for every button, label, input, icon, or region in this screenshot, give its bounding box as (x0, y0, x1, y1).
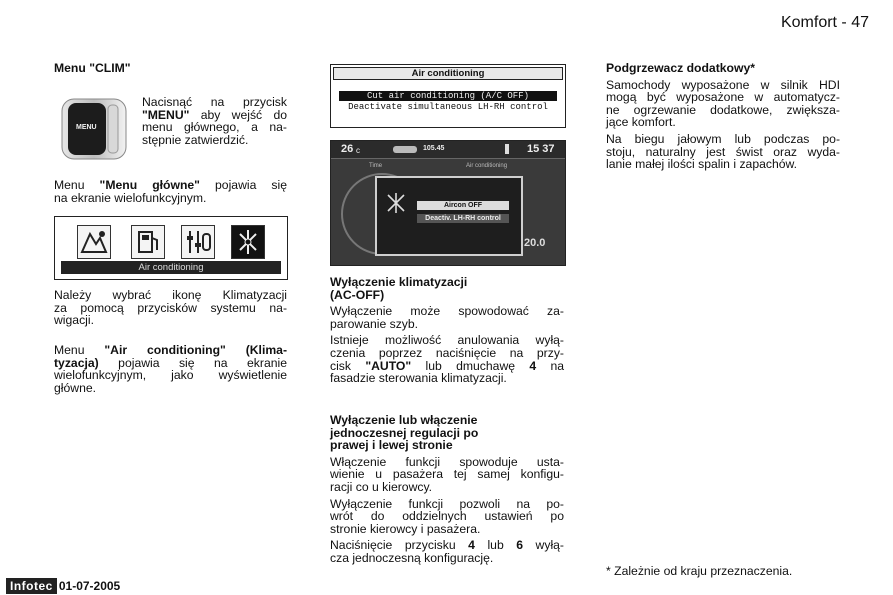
radio-badge-icon (393, 146, 417, 153)
footnote: * Zależnie od kraju przeznaczenia. (606, 564, 793, 578)
text-line: Włączenie funkcji spowoduje usta- (330, 454, 564, 469)
section-heading: (AC-OFF) (330, 287, 385, 302)
section-heading: prawej i lewej stronie (330, 438, 453, 453)
text-line: aby wejść do (189, 107, 287, 122)
settings-icon (181, 225, 215, 259)
fuel-icon (131, 225, 165, 259)
section-heading: Wyłączenie klimatyzacji (330, 275, 468, 289)
text-line: jące komfort. (606, 115, 676, 130)
text-line: stronie kierowcy i pasażera. (330, 521, 481, 536)
text-line: lanie małej ilości spalin i zapachów. (606, 157, 798, 172)
section-heading: Podgrzewacz dodatkowy* (606, 61, 755, 75)
page-header-title: Komfort - 47 (780, 14, 869, 31)
radio-frequency: 105.45 (423, 145, 445, 152)
bold-term: "Air conditioning" (Klima- (104, 343, 287, 357)
tab-time: Time (369, 163, 383, 169)
phone-icon (505, 144, 509, 154)
air-conditioning-icon (231, 225, 265, 259)
section-heading: jednoczesnej regulacji po (330, 425, 479, 440)
text: cisk (330, 358, 366, 373)
col1-paragraph-2 (54, 179, 287, 204)
multifunction-screen (330, 140, 566, 266)
bold-number: 6 (516, 538, 524, 553)
text: pojawia się (199, 178, 287, 192)
ac-menu-item-cut-ac[interactable]: Cut air conditioning (A/C OFF) (339, 91, 557, 101)
col1-paragraph-4 (54, 344, 287, 394)
text: Naciśnięcie przycisku (330, 538, 469, 553)
main-menu-bar (54, 216, 288, 280)
bold-number: 4 (468, 538, 475, 553)
text-line: ne ogrzewanie dodatkowe, zwiększa- (606, 102, 840, 117)
menu-bar-label: Air conditioning (61, 261, 281, 274)
ac-menu-item-deactivate-lhrh[interactable]: Deactivate simultaneous LH-RH control (348, 102, 548, 112)
section-heading: Wyłączenie lub włączenie (330, 413, 478, 427)
text: wyłą- (523, 538, 564, 553)
bold-term: tyzacja) (54, 355, 99, 370)
text-line: stoju, naturalny jest świst oraz wyda- (606, 144, 840, 159)
text-line: wielofunkcyjnym, jako wyświetlenie (54, 368, 287, 383)
text-line: Wyłączenie funkcji pozwoli na po- (330, 496, 564, 511)
ac-menu-box (330, 64, 566, 128)
ac-menu-title: Air conditioning (333, 67, 563, 80)
col1-paragraph-1 (142, 96, 287, 146)
footer-date: 01-07-2005 (58, 579, 121, 593)
col2-section-ac-off (330, 276, 564, 385)
col1-paragraph-3 (54, 289, 287, 327)
text-line: Istnieje możliwość anulowania wyłą- (330, 333, 564, 348)
bold-number: 4 (529, 358, 537, 373)
text-line: Należy wybrać ikonę Klimatyzacji (54, 288, 287, 302)
text-line: cza jednoczesną konfigurację. (330, 550, 494, 565)
text-line: czenia poprzez naciśnięcie na przy- (330, 345, 564, 360)
text-line: fasadzie sterowania klimatyzacji. (330, 371, 507, 386)
text: pojawia się na ekranie (98, 355, 287, 370)
text: na (536, 358, 564, 373)
footer (6, 577, 120, 595)
clock: 15 37 (527, 143, 555, 155)
text-line: Na biegu jałowym lub podczas po- (606, 131, 840, 146)
text: lub dmuchawę (411, 358, 530, 373)
text-line: Wyłączenie może spowodować za- (330, 304, 564, 319)
text: lub (474, 538, 517, 553)
text-line: Nacisnąć na przycisk (142, 95, 287, 109)
temp-left: 26 (341, 143, 354, 155)
text-line: parowanie szyb. (330, 316, 419, 331)
ac-popup (375, 176, 523, 256)
text-line: za pomocą przycisków systemu na- (54, 300, 287, 315)
text: Menu (54, 178, 100, 192)
air-conditioning-popup-icon (385, 192, 407, 214)
text-line: menu głównego, a na- (142, 120, 287, 135)
temp-left-unit: c (356, 146, 360, 155)
bold-term: "MENU" (142, 107, 190, 122)
popup-item-aircon-off[interactable]: Aircon OFF (417, 201, 509, 210)
col3-section-heater (606, 62, 840, 171)
menu-button-illustration (58, 97, 130, 161)
tab-air-conditioning: Air conditioning (466, 163, 508, 169)
screen-value-right: 20.0 (524, 237, 546, 249)
text-line: wrót do oddzielnych ustawień po (330, 509, 564, 524)
text-line: wienie u pasażera tej samej konfigu- (330, 467, 564, 482)
text-line: na ekranie wielofunkcyjnym. (54, 190, 207, 205)
menu-button-label: MENU (76, 124, 97, 131)
section-heading-clim: Menu "CLIM" (54, 61, 131, 75)
text-line: Samochody wyposażone w silnik HDI (606, 77, 840, 92)
popup-item-deactivate-lhrh[interactable]: Deactiv. LH-RH control (417, 214, 509, 223)
text-line: mogą być wyposażone w automatycz- (606, 90, 840, 105)
text-line: główne. (54, 380, 97, 395)
col2-section-lhrh (330, 414, 564, 565)
text: Menu (54, 343, 105, 357)
bold-term: "Menu główne" (99, 178, 200, 192)
text-line: stępnie zatwierdzić. (142, 132, 249, 147)
navigation-icon (77, 225, 111, 259)
text-line: wigacji. (54, 313, 94, 328)
text-line: racji co u kierowcy. (330, 479, 433, 494)
infotec-logo: Infotec (6, 578, 57, 594)
column-left (54, 62, 287, 97)
bold-term: "AUTO" (365, 358, 412, 373)
